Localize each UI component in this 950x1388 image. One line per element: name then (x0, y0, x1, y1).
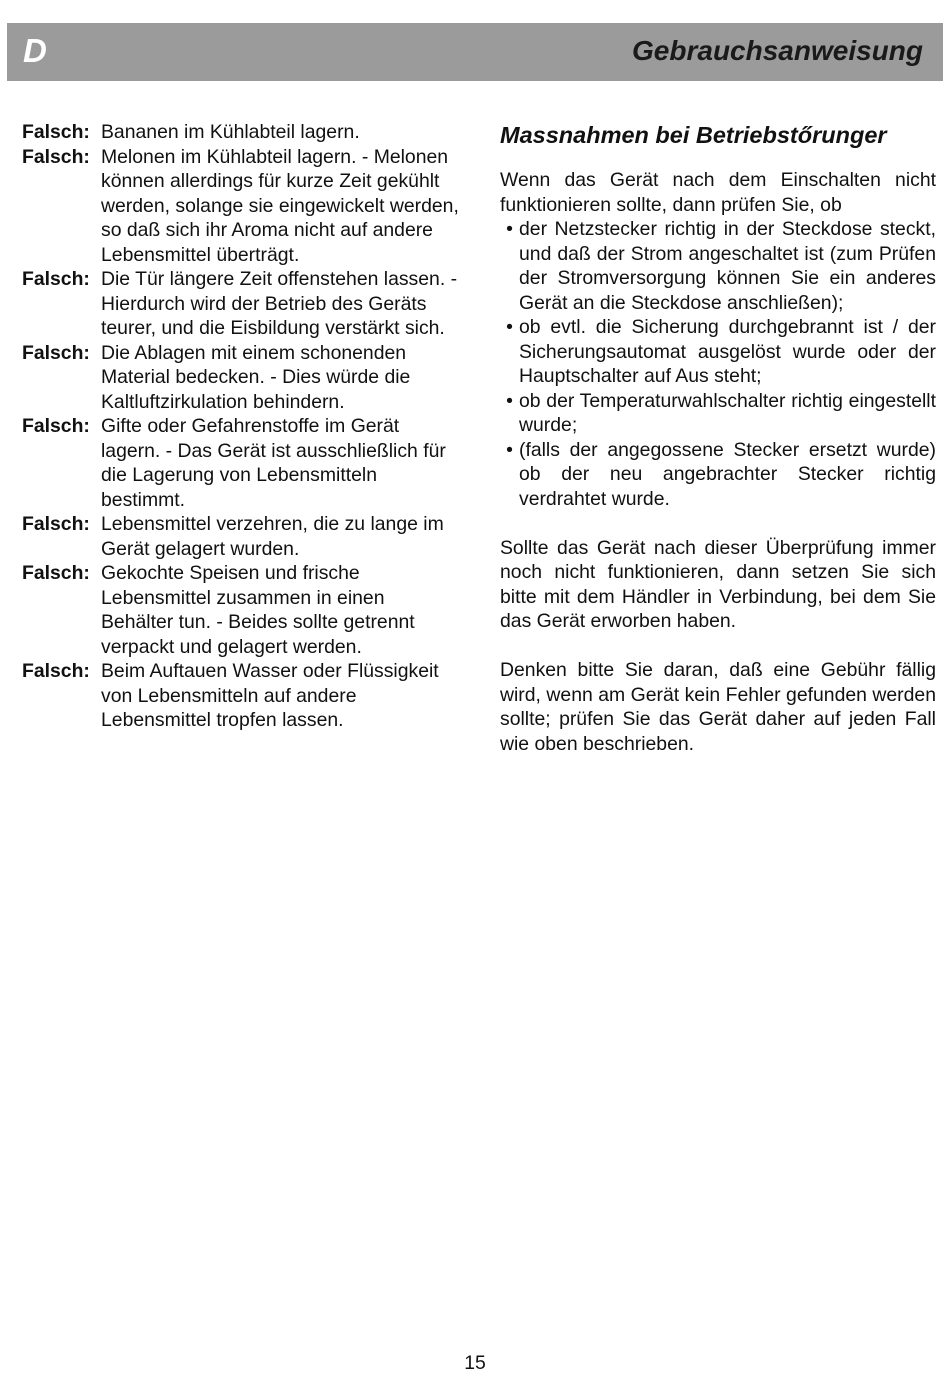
entry-label: Falsch: (22, 562, 90, 584)
body-paragraph: Sollte das Gerät nach dieser Überprüfung immer noch nicht funktionieren, dann setzen Sie sich bitte mit dem Händler in Verbindung, bei dem Sie das Gerät erworben haben. (500, 536, 936, 632)
bullet-text: ob der Temperaturwahlschalter richtig eingestellt wurde; (519, 389, 936, 436)
entry-text: Die Tür längere Zeit offenstehen lassen. - Hierdurch wird der Betrieb des Geräts teurer, und die Eisbildung verstärkt sich. (101, 268, 458, 339)
page-header (7, 23, 943, 81)
entry-text: Gifte oder Gefahrenstoffe im Gerät lagern. - Das Gerät ist ausschließlich für die Lagerung von Lebensmitteln bestimmt. (101, 415, 446, 511)
entry-text: Gekochte Speisen und frische Lebensmittel zusammen in einen Behälter tun. - Beides sollte getrennt verpackt und gelagert werden. (101, 562, 415, 658)
bullet-icon: • (506, 389, 513, 412)
entry-label: Falsch: (22, 341, 90, 364)
bullet-icon: • (506, 316, 513, 338)
list-item (22, 414, 462, 512)
list-item (500, 389, 936, 438)
entry-text: Melonen im Kühlabteil lagern. - Melonen können allerdings für kurze Zeit gekühlt werden, solange sie eingewickelt werden, so daß sich ihr Aroma nicht auf andere Lebensmittel überträgt. (101, 145, 459, 266)
header-title: Gebrauchsanweisung (632, 35, 923, 66)
bullet-text: der Netzstecker richtig in der Steckdose steckt, und daß der Strom angeschaltet ist (zum Prüfen der Stromversorgung können Sie ein anderes Gerät an die Steckdose anschließen); (519, 218, 936, 314)
list-item (22, 145, 462, 268)
section-heading: Massnahmen bei Betriebstőrunger (500, 122, 887, 148)
bullet-text: (falls der angegossene Stecker ersetzt wurde) ob der neu angebrachter Stecker richtig verdrahtet wurde. (519, 438, 936, 510)
list-item (500, 315, 936, 389)
list-item (22, 512, 462, 561)
entry-text: Lebensmittel verzehren, die zu lange im Gerät gelagert wurden. (101, 513, 444, 560)
entry-label: Falsch: (22, 660, 90, 682)
left-column (22, 120, 462, 733)
list-item (22, 341, 462, 415)
entry-label: Falsch: (22, 513, 90, 535)
intro-paragraph: Wenn das Gerät nach dem Einschalten nicht funktionieren sollte, dann prüfen Sie, ob (500, 169, 936, 216)
entry-text: Bananen im Kühlabteil lagern. (101, 121, 360, 143)
entry-label: Falsch: (22, 268, 90, 290)
bullet-icon: • (506, 218, 513, 240)
list-item (22, 267, 462, 341)
body-paragraph: Denken bitte Sie daran, daß eine Gebühr fällig wird, wenn am Gerät kein Fehler gefunden werden sollte; prüfen Sie das Gerät daher auf jeden Fall wie oben beschrieben. (500, 659, 936, 755)
check-list (500, 217, 936, 511)
list-item (500, 438, 936, 512)
list-item (22, 659, 462, 733)
bullet-text: ob evtl. die Sicherung durchgebrannt ist / der Sicherungsautomat ausgelöst wurde oder der Hauptschalter auf Aus steht; (519, 316, 936, 387)
list-item (22, 561, 462, 659)
language-code: D (23, 32, 47, 69)
entry-label: Falsch: (22, 415, 90, 437)
list-item (22, 120, 462, 145)
bullet-icon: • (506, 438, 513, 461)
list-item (500, 217, 936, 315)
entry-text: Die Ablagen mit einem schonenden Material bedecken. - Dies würde die Kaltluftzirkulation behindern. (101, 341, 411, 413)
right-column (500, 120, 936, 756)
page-number: 15 (464, 1352, 486, 1374)
entry-label: Falsch: (22, 121, 90, 143)
entry-text: Beim Auftauen Wasser oder Flüssigkeit von Lebensmitteln auf andere Lebensmittel tropfen lassen. (101, 660, 439, 731)
entry-label: Falsch: (22, 145, 90, 168)
